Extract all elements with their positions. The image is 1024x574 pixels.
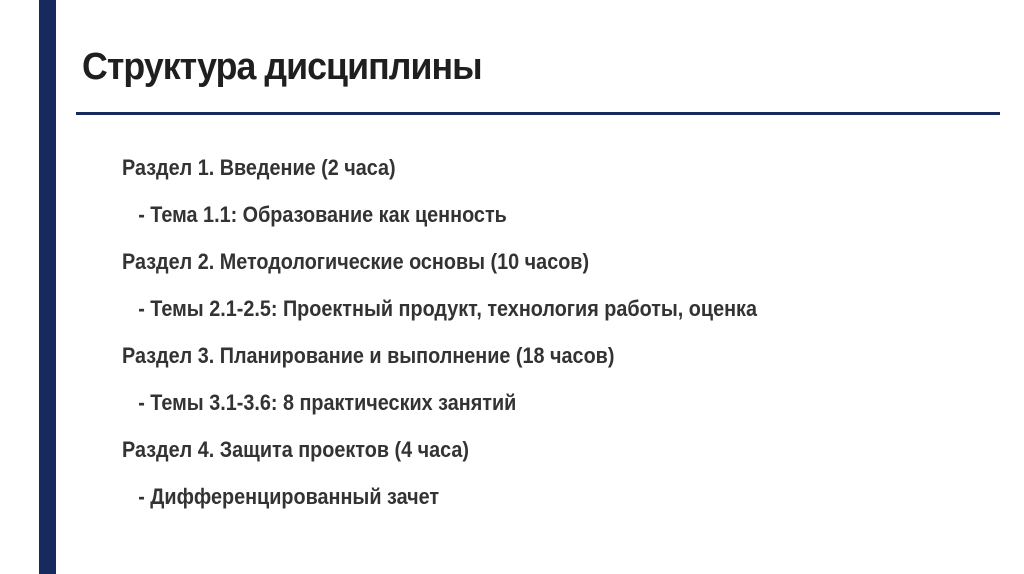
final-assessment: - Дифференцированный зачет	[138, 484, 440, 509]
slide-title: Структура дисциплины	[82, 46, 482, 88]
section-3: Раздел 3. Планирование и выполнение (18 часов)	[122, 343, 615, 368]
topic-1-1: - Тема 1.1: Образование как ценность	[138, 202, 507, 227]
title-divider	[76, 112, 1000, 115]
left-accent-bar	[39, 0, 56, 574]
section-1: Раздел 1. Введение (2 часа)	[122, 155, 396, 180]
topics-2-1-2-5: - Темы 2.1-2.5: Проектный продукт, технология работы, оценка	[138, 296, 757, 321]
section-4: Раздел 4. Защита проектов (4 часа)	[122, 437, 469, 462]
section-2: Раздел 2. Методологические основы (10 часов)	[122, 249, 590, 274]
content-list	[122, 150, 828, 526]
topics-3-1-3-6: - Темы 3.1-3.6: 8 практических занятий	[138, 390, 517, 415]
